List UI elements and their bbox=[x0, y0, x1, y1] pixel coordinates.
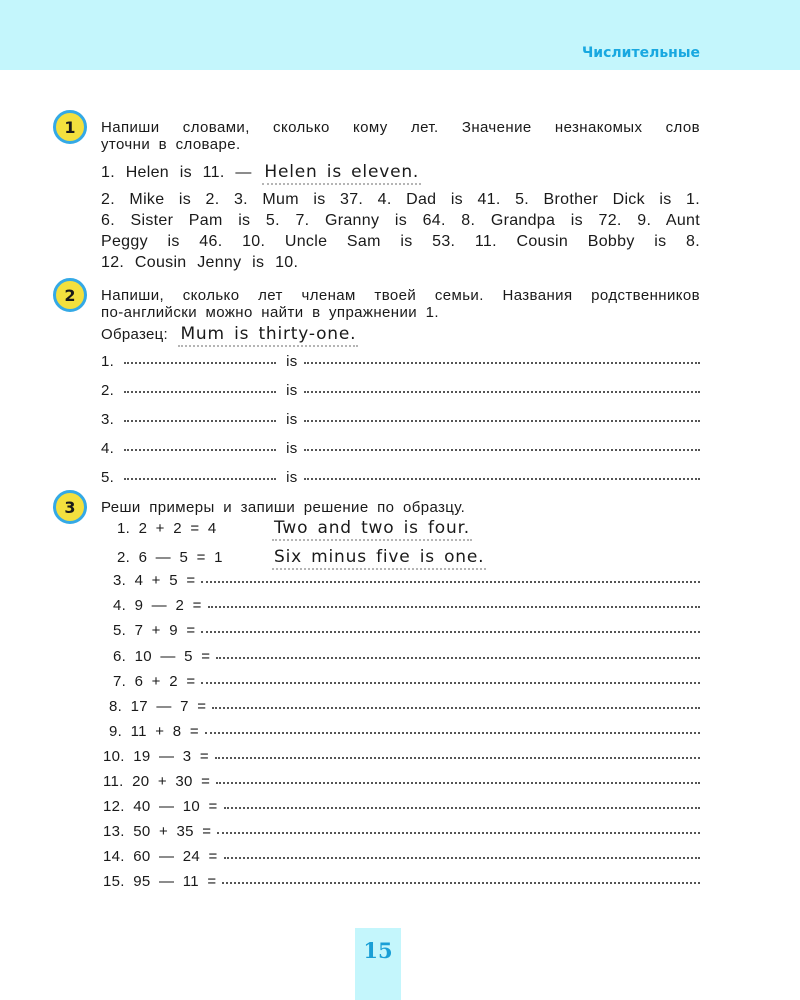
exercise-3-badge: 3 bbox=[53, 490, 87, 524]
math-example-2 bbox=[117, 547, 486, 570]
name-blank[interactable] bbox=[124, 478, 276, 480]
exercise-2-instruction-line-1: Напиши, сколько лет членам твоей семьи. Названия родственников bbox=[101, 287, 700, 304]
answer-blank[interactable] bbox=[216, 782, 700, 784]
answer-blank[interactable] bbox=[224, 807, 700, 809]
math-problem-4 bbox=[113, 597, 700, 614]
math-problem-3 bbox=[113, 572, 700, 589]
sample-label: Образец: bbox=[101, 326, 168, 343]
name-blank[interactable] bbox=[124, 420, 276, 422]
answer-blank[interactable] bbox=[215, 757, 700, 759]
math-problem-6 bbox=[113, 648, 700, 665]
answer-blank[interactable] bbox=[212, 707, 700, 709]
word-is: is bbox=[286, 411, 298, 428]
example-answer: Two and two is four. bbox=[272, 518, 472, 541]
problem-text: 9. 11 + 8 = bbox=[109, 723, 199, 740]
problem-text: 15. 95 — 11 = bbox=[103, 873, 217, 890]
math-problem-5 bbox=[113, 622, 700, 639]
word-is: is bbox=[286, 353, 298, 370]
word-is: is bbox=[286, 440, 298, 457]
answer-blank[interactable] bbox=[201, 581, 700, 583]
math-problem-15 bbox=[103, 873, 700, 890]
age-blank[interactable] bbox=[304, 362, 700, 364]
answer-blank[interactable] bbox=[222, 882, 700, 884]
problem-text: 7. 6 + 2 = bbox=[113, 673, 196, 690]
sample-answer: Mum is thirty-one. bbox=[178, 324, 358, 347]
exercise-1-instruction bbox=[101, 119, 700, 153]
math-problem-10 bbox=[103, 748, 700, 765]
page-number: 15 bbox=[363, 938, 393, 963]
word-is: is bbox=[286, 469, 298, 486]
problem-text: 14. 60 — 24 = bbox=[103, 848, 218, 865]
exercise-1-example bbox=[101, 162, 700, 183]
family-row-4 bbox=[101, 440, 700, 457]
row-number: 1. bbox=[101, 353, 115, 370]
example-prefix: 1. Helen is 11. — bbox=[101, 164, 252, 181]
exercise-2-badge: 2 bbox=[53, 278, 87, 312]
math-problem-7 bbox=[113, 673, 700, 690]
exercise-2-instruction bbox=[101, 287, 700, 321]
answer-blank[interactable] bbox=[216, 657, 700, 659]
exercise-2-instruction-line-2: по-английски можно найти в упражнении 1. bbox=[101, 304, 439, 321]
row-number: 3. bbox=[101, 411, 115, 428]
math-problem-9 bbox=[109, 723, 700, 740]
math-problem-12 bbox=[103, 798, 700, 815]
row-number: 4. bbox=[101, 440, 115, 457]
example-problem: 1. 2 + 2 = 4 bbox=[117, 520, 217, 537]
answer-blank[interactable] bbox=[205, 732, 700, 734]
exercise-2-sample bbox=[101, 324, 700, 345]
exercise-1-badge: 1 bbox=[53, 110, 87, 144]
answer-blank[interactable] bbox=[201, 631, 700, 633]
example-problem: 2. 6 — 5 = 1 bbox=[117, 549, 223, 566]
answer-blank[interactable] bbox=[201, 682, 700, 684]
math-problem-11 bbox=[103, 773, 700, 790]
family-row-2 bbox=[101, 382, 700, 399]
exercise-1-line-1: 2. Mike is 2. 3. Mum is 37. 4. Dad is 41. 5. Brother Dick is 1. bbox=[101, 191, 700, 208]
name-blank[interactable] bbox=[124, 449, 276, 451]
exercise-1-line-4: 12. Cousin Jenny is 10. bbox=[101, 254, 299, 271]
age-blank[interactable] bbox=[304, 391, 700, 393]
problem-text: 12. 40 — 10 = bbox=[103, 798, 218, 815]
exercise-1-instruction-line-1: Напиши словами, сколько кому лет. Значение незнакомых слов bbox=[101, 119, 700, 136]
row-number: 5. bbox=[101, 469, 115, 486]
problem-text: 10. 19 — 3 = bbox=[103, 748, 209, 765]
answer-blank[interactable] bbox=[224, 857, 700, 859]
name-blank[interactable] bbox=[124, 391, 276, 393]
word-is: is bbox=[286, 382, 298, 399]
name-blank[interactable] bbox=[124, 362, 276, 364]
family-row-5 bbox=[101, 469, 700, 486]
math-problem-8 bbox=[109, 698, 700, 715]
age-blank[interactable] bbox=[304, 449, 700, 451]
family-row-1 bbox=[101, 353, 700, 370]
problem-text: 6. 10 — 5 = bbox=[113, 648, 211, 665]
answer-blank[interactable] bbox=[208, 606, 700, 608]
exercise-3-instruction: Реши примеры и запиши решение по образцу. bbox=[101, 499, 466, 516]
row-number: 2. bbox=[101, 382, 115, 399]
answer-blank[interactable] bbox=[217, 832, 700, 834]
math-example-1 bbox=[117, 518, 472, 541]
math-problem-14 bbox=[103, 848, 700, 865]
example-answer: Six minus five is one. bbox=[272, 547, 486, 570]
exercise-1-instruction-line-2: уточни в словаре. bbox=[101, 136, 241, 153]
problem-text: 8. 17 — 7 = bbox=[109, 698, 207, 715]
age-blank[interactable] bbox=[304, 478, 700, 480]
problem-text: 11. 20 + 30 = bbox=[103, 773, 211, 790]
math-problem-13 bbox=[103, 823, 700, 840]
section-title: Числительные bbox=[581, 45, 700, 61]
example-answer: Helen is eleven. bbox=[262, 162, 421, 185]
exercise-1-line-3: Peggy is 46. 10. Uncle Sam is 53. 11. Cousin Bobby is 8. bbox=[101, 233, 700, 250]
problem-text: 5. 7 + 9 = bbox=[113, 622, 196, 639]
problem-text: 13. 50 + 35 = bbox=[103, 823, 212, 840]
problem-text: 3. 4 + 5 = bbox=[113, 572, 196, 589]
age-blank[interactable] bbox=[304, 420, 700, 422]
exercise-1-line-2: 6. Sister Pam is 5. 7. Granny is 64. 8. Grandpa is 72. 9. Aunt bbox=[101, 212, 700, 229]
family-row-3 bbox=[101, 411, 700, 428]
problem-text: 4. 9 — 2 = bbox=[113, 597, 202, 614]
